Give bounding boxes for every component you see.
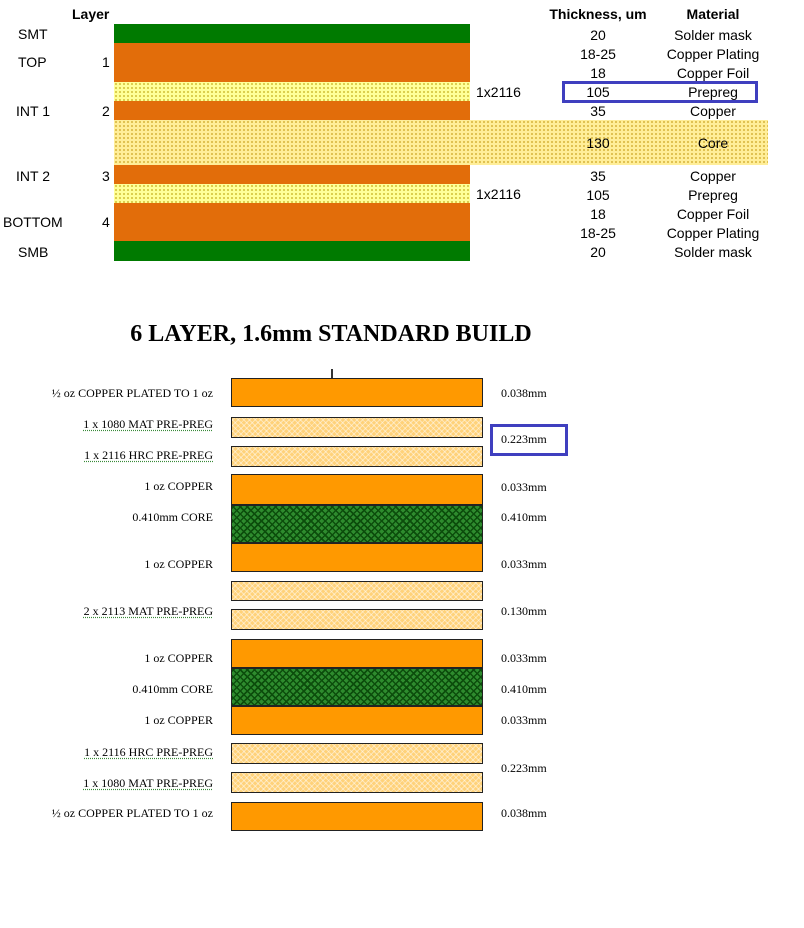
- material-value: Copper Plating: [666, 46, 760, 62]
- layer-number-int2: 3: [102, 168, 110, 184]
- layer-copper: [231, 706, 483, 735]
- layer-prepreg: [231, 417, 483, 438]
- layer-copper: [231, 474, 483, 505]
- material-value: Copper Foil: [676, 65, 750, 81]
- thickness-value: 18: [590, 206, 606, 222]
- thickness-value: 20: [590, 27, 606, 43]
- layer-label: 1 oz COPPER: [144, 557, 213, 571]
- layer-copper: [231, 639, 483, 668]
- material-value: Solder mask: [674, 27, 752, 43]
- layer-prepreg: [231, 743, 483, 764]
- thickness-label: 0.410mm: [501, 682, 547, 696]
- layer-prepreg: [231, 772, 483, 793]
- material-value: Prepreg: [688, 187, 738, 203]
- thickness-label: 0.223mm: [501, 761, 547, 775]
- layer-label: 2 x 2113 MAT PRE-PREG: [83, 604, 213, 618]
- header-layer: Layer: [72, 6, 110, 22]
- layer-label: ½ oz COPPER PLATED TO 1 oz: [51, 806, 213, 820]
- thickness-label: 0.223mm: [501, 432, 547, 446]
- layer-core: [231, 668, 483, 706]
- prepreg-type-label: 1x2116: [476, 186, 521, 202]
- highlight-box-thickness: [490, 424, 568, 456]
- material-value: Copper: [690, 168, 736, 184]
- material-value: Core: [697, 135, 729, 151]
- thickness-label: 0.038mm: [501, 386, 547, 400]
- thickness-value: 18: [590, 65, 606, 81]
- thickness-value: 130: [586, 135, 610, 151]
- header-material: Material: [686, 6, 740, 22]
- prepreg-type-label: 1x2116: [476, 84, 521, 100]
- thickness-label: 0.038mm: [501, 806, 547, 820]
- layer-label: 0.410mm CORE: [132, 682, 213, 696]
- band-solder-mask-top: [114, 24, 470, 43]
- material-value: Solder mask: [674, 244, 752, 260]
- band-copper-top: [114, 43, 470, 82]
- layer-label: 1 oz COPPER: [144, 651, 213, 665]
- thickness-value: 18-25: [580, 46, 616, 62]
- layer-name-smb: SMB: [18, 244, 49, 260]
- thickness-label: 0.033mm: [501, 713, 547, 727]
- layer-core: [231, 505, 483, 543]
- layer-number-int1: 2: [102, 103, 110, 119]
- layer-label: 1 oz COPPER: [144, 713, 213, 727]
- thickness-label: 0.033mm: [501, 480, 547, 494]
- thickness-label: 0.033mm: [501, 651, 547, 665]
- layer-label: 1 oz COPPER: [144, 479, 213, 493]
- thickness-label: 0.033mm: [501, 557, 547, 571]
- material-value: Copper Plating: [666, 225, 760, 241]
- layer-number-top: 1: [102, 54, 110, 70]
- thickness-value: 35: [590, 103, 606, 119]
- thickness-label: 0.130mm: [501, 604, 547, 618]
- band-solder-mask-bottom: [114, 241, 470, 261]
- layer-number-bottom: 4: [102, 214, 110, 230]
- layer-name-bottom: BOTTOM: [3, 214, 63, 230]
- material-value: Prepreg: [688, 84, 738, 100]
- thickness-value: 18-25: [580, 225, 616, 241]
- thickness-value: 35: [590, 168, 606, 184]
- layer-prepreg: [231, 581, 483, 601]
- layer-label: 1 x 1080 MAT PRE-PREG: [83, 417, 213, 431]
- layer-name-smt: SMT: [18, 26, 48, 42]
- layer-name-top: TOP: [18, 54, 47, 70]
- band-copper-bottom: [114, 203, 470, 241]
- thickness-value: 20: [590, 244, 606, 260]
- layer-copper: [231, 802, 483, 831]
- layer-copper: [231, 543, 483, 572]
- layer-label: ½ oz COPPER PLATED TO 1 oz: [51, 386, 213, 400]
- layer-name-int1: INT 1: [16, 103, 50, 119]
- highlight-box-prepreg: [562, 81, 758, 103]
- band-copper-int2: [114, 165, 470, 184]
- layer-label: 1 x 2116 HRC PRE-PREG: [84, 448, 213, 462]
- layer-prepreg: [231, 446, 483, 467]
- band-copper-int1: [114, 101, 470, 120]
- page-title: 6 LAYER, 1.6mm STANDARD BUILD: [130, 321, 532, 347]
- layer-copper: [231, 378, 483, 407]
- layer-prepreg: [231, 609, 483, 630]
- material-value: Copper Foil: [676, 206, 750, 222]
- header-thickness: Thickness, um: [549, 6, 647, 22]
- layer-label: 1 x 1080 MAT PRE-PREG: [83, 776, 213, 790]
- thickness-value: 105: [586, 187, 610, 203]
- material-value: Copper: [690, 103, 736, 119]
- layer-label: 1 x 2116 HRC PRE-PREG: [84, 745, 213, 759]
- layer-label: 0.410mm CORE: [132, 510, 213, 524]
- thickness-value: 105: [586, 84, 610, 100]
- layer-name-int2: INT 2: [16, 168, 50, 184]
- band-prepreg-1: [114, 82, 470, 101]
- thickness-label: 0.410mm: [501, 510, 547, 524]
- band-prepreg-2: [114, 184, 470, 203]
